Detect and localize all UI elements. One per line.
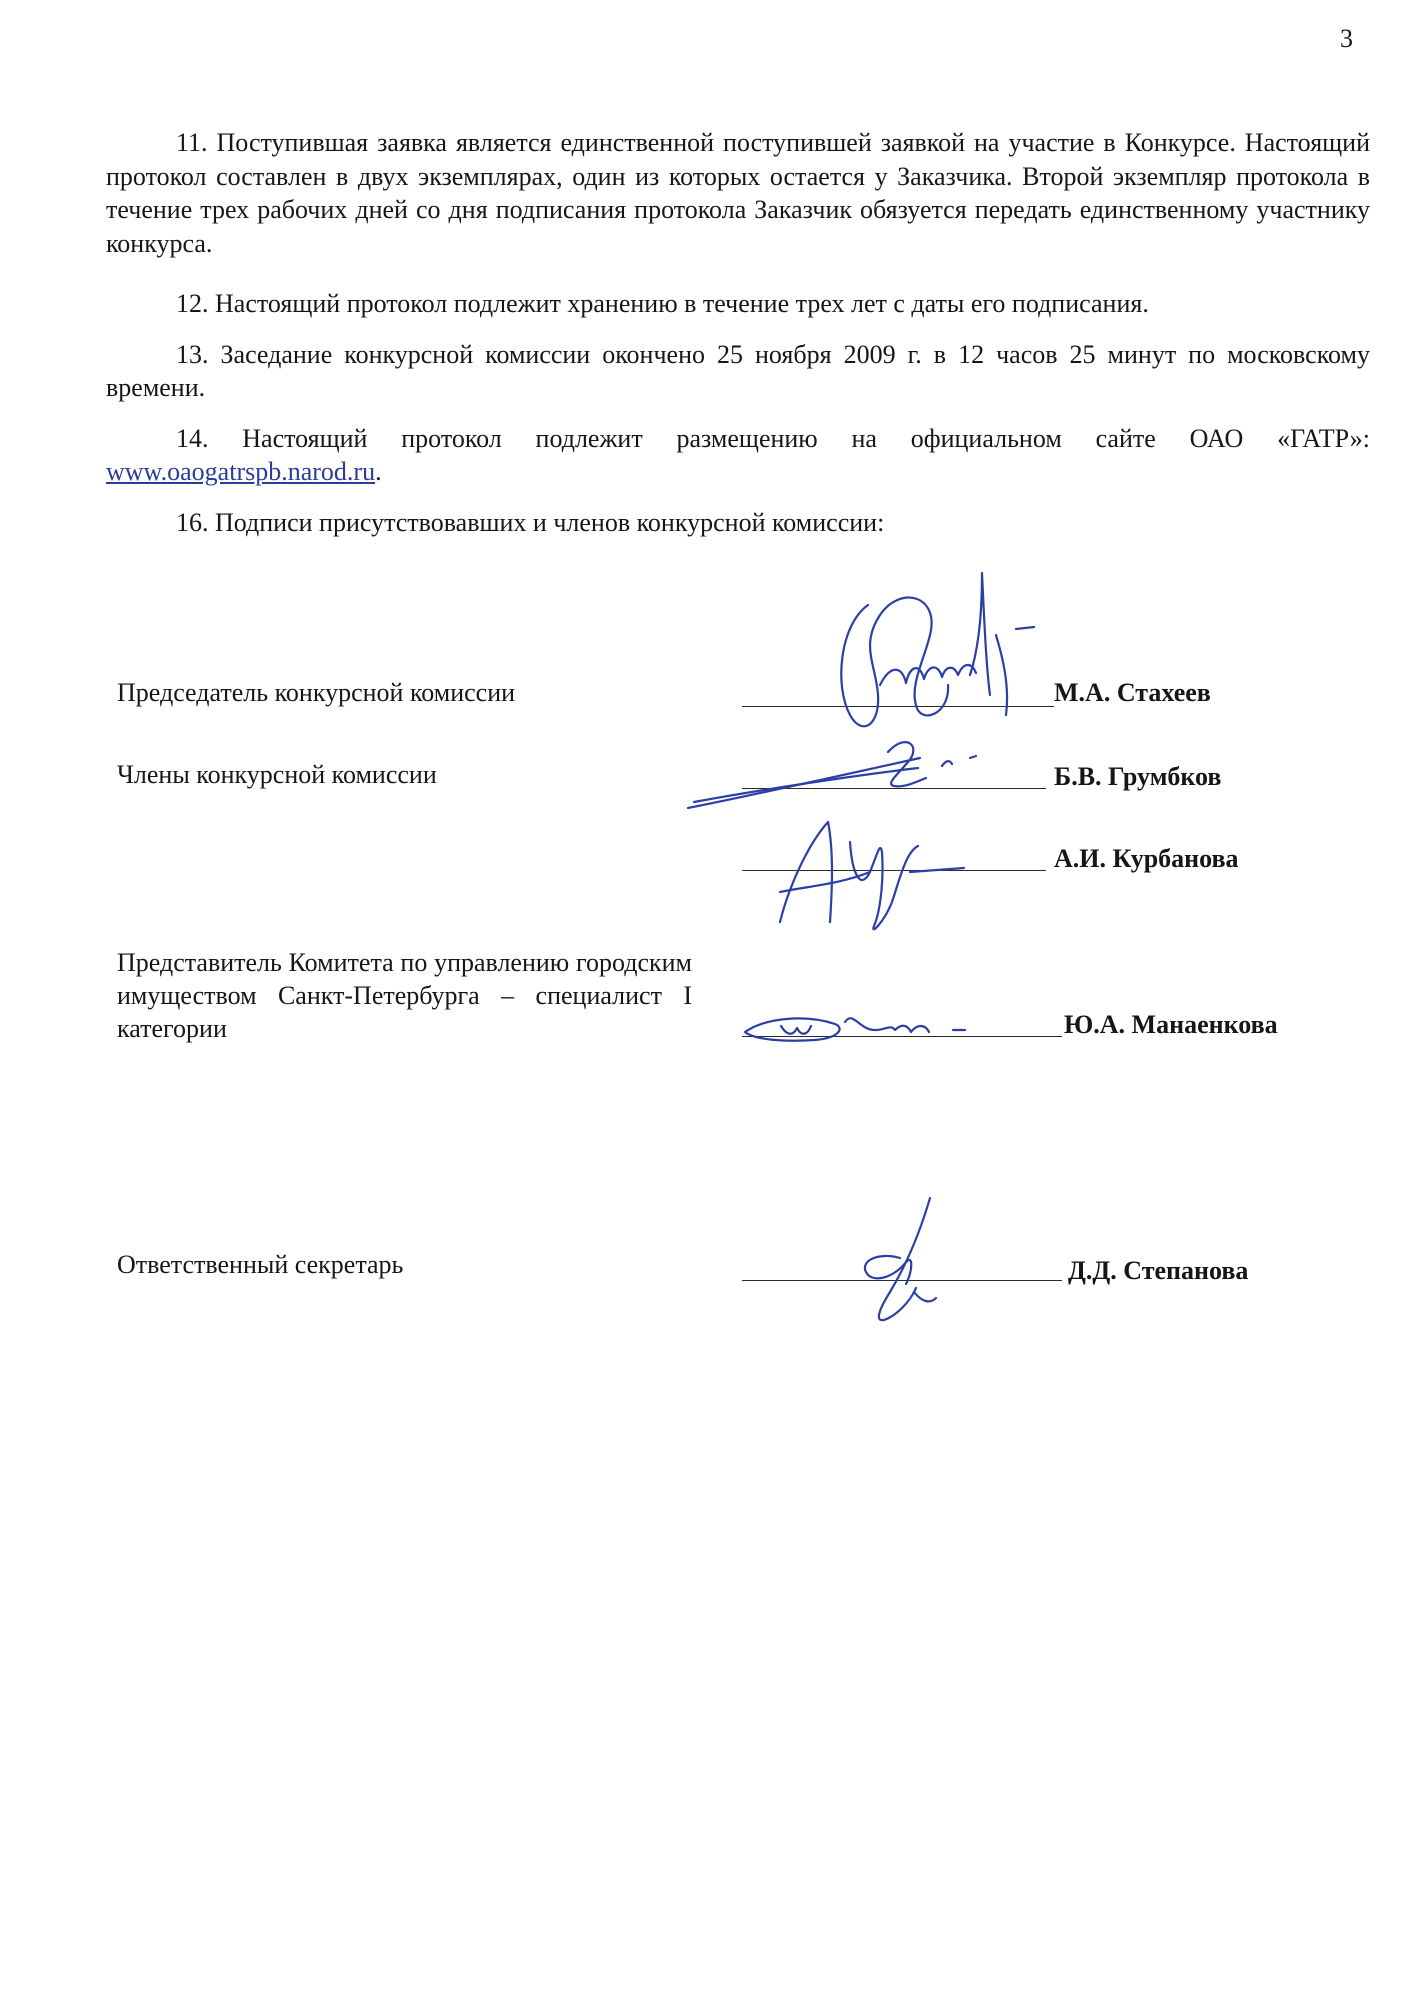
member-2-name: А.И. Курбанова: [1054, 844, 1239, 873]
paragraph-13: 13. Заседание конкурсной комиссии окончено 25 ноября 2009 г. в 12 часов 25 минут по московскому времени.: [106, 339, 1370, 402]
secretary-name: Д.Д. Степанова: [1068, 1256, 1249, 1285]
member-1-signature-icon: [680, 728, 1010, 818]
member-1-name: Б.В. Грумбков: [1054, 762, 1222, 791]
website-link[interactable]: www.oaogatrspb.narod.ru: [106, 457, 376, 486]
secretary-signature-icon: [840, 1192, 950, 1332]
representative-signature-icon: [735, 1000, 1005, 1050]
chair-name: М.А. Стахеев: [1054, 678, 1211, 707]
chair-role-label: Председатель конкурсной комиссии: [117, 678, 516, 707]
chair-signature-icon: [820, 565, 1040, 740]
members-role-label: Члены конкурсной комиссии: [117, 760, 437, 789]
secretary-role-label: Ответственный секретарь: [117, 1250, 404, 1279]
paragraph-12: 12. Настоящий протокол подлежит хранению в течение трех лет с даты его подписания.: [176, 289, 1149, 318]
paragraph-14: [106, 422, 1370, 489]
paragraph-11: 11. Поступившая заявка является единственной поступившей заявкой на участие в Конкурсе. Настоящий протокол составлен в двух экземплярах, один из которых остается у Заказчика. Второй экземпляр протокола в течение трех рабочих дней со дня подписания протокола Заказчик обязуется передать единственному участнику конкурса.: [106, 128, 1370, 258]
protocol-body: [106, 126, 1370, 539]
paragraph-14-text: 14. Настоящий протокол подлежит размещению на официальном сайте ОАО «ГАТР»:: [176, 423, 1370, 453]
paragraph-14-end: .: [375, 457, 382, 486]
page-number: 3: [1340, 24, 1353, 53]
representative-name: Ю.А. Манаенкова: [1064, 1010, 1278, 1039]
paragraph-16: 16. Подписи присутствовавших и членов конкурсной комиссии:: [176, 507, 885, 537]
member-2-signature-icon: [770, 812, 980, 942]
representative-role-label: Представитель Комитета по управлению городским имуществом Санкт-Петербурга – специалист I категории: [117, 948, 692, 1043]
